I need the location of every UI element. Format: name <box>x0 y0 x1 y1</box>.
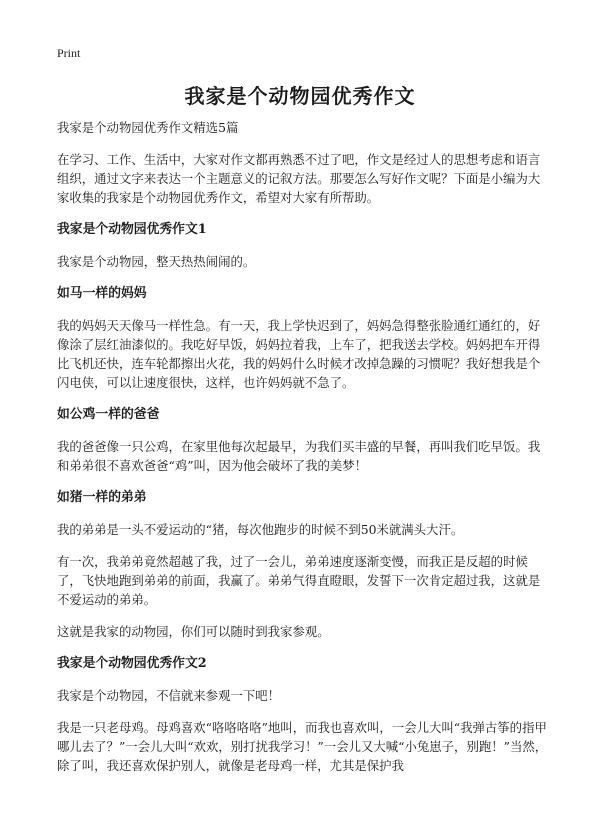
essay1-heading: 我家是个动物园优秀作文1 <box>57 222 207 237</box>
dad-paragraph: 我的爸爸像一只公鸡，在家里他每次起最早，为我们买丰盛的早餐，再叫我们吃早饭。我和弟弟很不喜欢爸爸“鸡”叫，因为他会破坏了我的美梦！ <box>57 439 541 473</box>
print-link[interactable]: Print <box>57 46 81 60</box>
essay2-opening: 我家是个动物园，不信就来参观一下吧！ <box>57 688 281 703</box>
essay1-opening: 我家是个动物园，整天热热闹闹的。 <box>57 254 256 269</box>
article-subtitle: 我家是个动物园优秀作文精选5篇 <box>57 120 239 135</box>
dad-section-heading: 如公鸡一样的爸爸 <box>57 407 160 422</box>
essay2-paragraph-1: 我是一只老母鸡。母鸡喜欢“咯咯咯咯”地叫，而我也喜欢叫，一会儿大叫“我弹古筝的指甲哪儿去了？”一会儿大叫“欢欢，别打扰我学习！”一会儿又大喊“小兔崽子，别跑！”当然，除了叫，我还喜欢保护别人，就像是老母鸡一样，尤其是保护我 <box>57 720 548 773</box>
brother-paragraph-1: 我的弟弟是一头不爱运动的“猪，每次他跑步的时候不到50米就满头大汗。 <box>57 522 464 537</box>
intro-paragraph: 在学习、工作、生活中，大家对作文都再熟悉不过了吧，作文是经过人的思想考虑和语言组织，通过文字来表达一个主题意义的记叙方法。那要怎么写好作文呢？下面是小编为大家收集的我家是个动物园优秀作文，希望对大家有所帮助。 <box>57 152 541 205</box>
brother-section-heading: 如猪一样的弟弟 <box>57 490 147 505</box>
essay1-closing: 这就是我家的动物园，你们可以随时到我家参观。 <box>57 624 330 639</box>
article-body <box>57 118 549 788</box>
essay2-heading: 我家是个动物园优秀作文2 <box>57 656 207 671</box>
mom-paragraph: 我的妈妈天天像马一样性急。有一天，我上学快迟到了，妈妈急得整张脸通红通红的，好像涂了层红油漆似的。我吃好早饭，妈妈拉着我，上车了，把我送去学校。妈妈把车开得比飞机还快，连车轮都擦出火花，我的妈妈什么时候才改掉急躁的习惯呢？我好想我是个闪电侠，可以让速度很快，这样，也许妈妈就不急了。 <box>57 318 541 390</box>
mom-section-heading: 如马一样的妈妈 <box>57 286 147 301</box>
brother-paragraph-2: 有一次，我弟弟竟然超越了我，过了一会儿，弟弟速度逐渐变慢，而我正是反超的时候了，飞快地跑到弟弟的前面，我赢了。弟弟气得直瞪眼，发誓下一次肯定超过我，这就是不爱运动的弟弟。 <box>57 554 541 607</box>
document-title: 我家是个动物园优秀作文 <box>184 84 416 108</box>
